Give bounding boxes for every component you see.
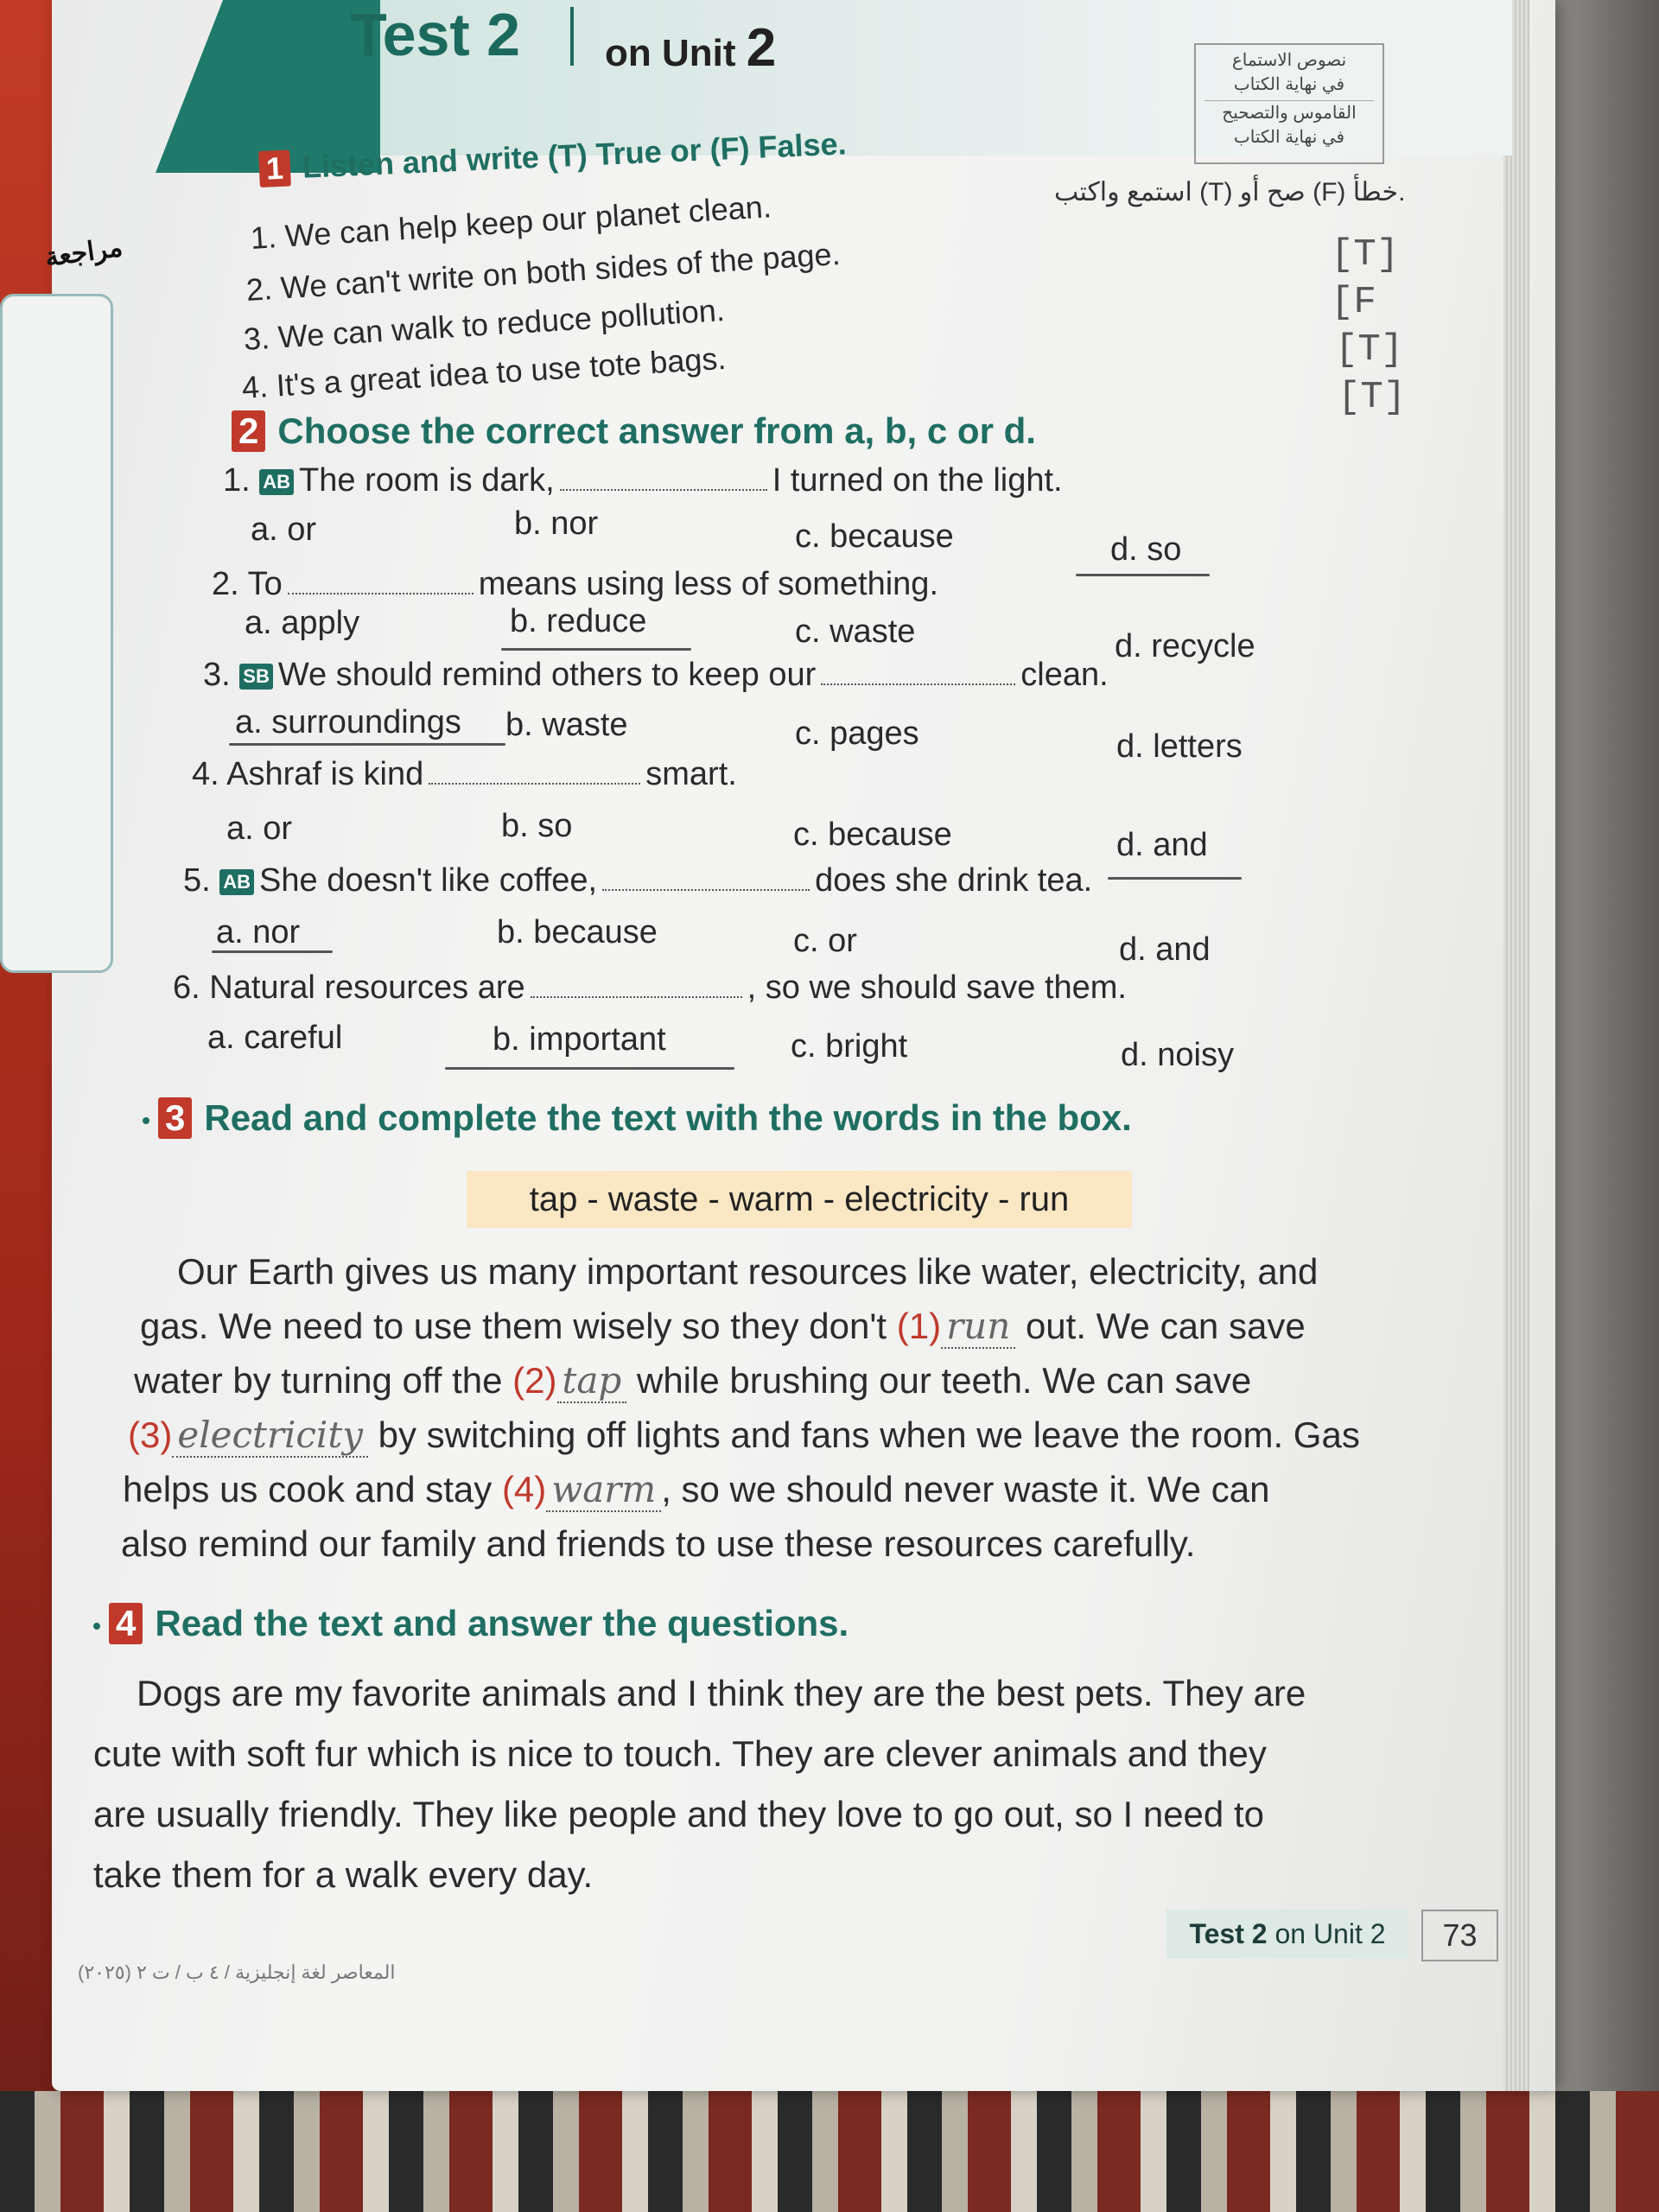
mcq-1-option-c[interactable]: c. because <box>795 518 954 555</box>
mcq-4-option-a[interactable]: a. or <box>226 810 293 847</box>
mcq-5-option-c[interactable]: c. or <box>793 923 857 959</box>
mcq-6-option-a[interactable]: a. careful <box>207 1020 343 1056</box>
tf-item-3: 3. We can walk to reduce pollution. <box>242 291 726 357</box>
section-4-passage <box>93 1663 1306 1905</box>
reading-line-1: Dogs are my favorite animals and I think they are the best pets. They are <box>137 1673 1306 1713</box>
mcq-3-option-c[interactable]: c. pages <box>795 715 919 752</box>
mcq-6-stem: 6. Natural resources are , so we should save them. <box>173 969 1127 1006</box>
mcq-2-option-d[interactable]: d. recycle <box>1115 628 1255 664</box>
page-number: 73 <box>1421 1910 1498 1961</box>
answer-underline-3 <box>229 743 505 746</box>
mcq-4-option-d[interactable]: d. and <box>1116 827 1208 863</box>
mcq-2-option-b[interactable]: b. reduce <box>510 603 647 639</box>
passage-line-3: water by turning off the (2) tap while brushing our teeth. We can save <box>134 1359 1252 1402</box>
footer-publisher-note: المعاصر لغة إنجليزية / ٤ ب / ت ٢ (٢٠٢٥) <box>78 1961 396 1983</box>
section-3-passage <box>121 1244 1360 1571</box>
tf-answer-4: [T] <box>1338 376 1407 419</box>
reading-line-3: are usually friendly. They like people and they love to go out, so I need to <box>93 1794 1264 1834</box>
arabic-reference-box: نصوص الاستماع في نهاية الكتاب القاموس والتصحيح في نهاية الكتاب <box>1194 43 1384 164</box>
mcq-3-option-a[interactable]: a. surroundings <box>235 704 461 741</box>
reading-line-4: take them for a walk every day. <box>93 1854 594 1895</box>
mcq-3-stem: 3. SB We should remind others to keep our clean. <box>203 657 1109 693</box>
passage-line-5: helps us cook and stay (4) warm , so we should never waste it. We can <box>123 1468 1270 1510</box>
mcq-6-option-c[interactable]: c. bright <box>791 1028 908 1065</box>
answer-underline-1 <box>1076 574 1210 576</box>
passage-line-1: Our Earth gives us many important resources like water, electricity, and <box>177 1251 1319 1292</box>
passage-line-6: also remind our family and friends to use these resources carefully. <box>121 1523 1196 1564</box>
tf-answer-1: [T] <box>1331 233 1400 276</box>
mcq-6-option-d[interactable]: d. noisy <box>1121 1037 1234 1073</box>
passage-line-2: gas. We need to use them wisely so they don't (1) run out. We can save <box>140 1305 1306 1347</box>
answer-underline-5 <box>212 950 333 953</box>
mcq-4-stem: 4. Ashraf is kind smart. <box>192 756 737 792</box>
mcq-1-stem: 1. AB The room is dark, I turned on the light. <box>223 462 1063 499</box>
passage-line-4: (3) electricity by switching off lights and fans when we leave the room. Gas <box>128 1414 1360 1456</box>
section-4-title: 4 Read the text and answer the questions. <box>93 1603 849 1644</box>
mcq-3-option-b[interactable]: b. waste <box>505 707 628 743</box>
mcq-1-option-b[interactable]: b. nor <box>514 505 599 542</box>
section-1-title: 1 Listen and write (T) True or (F) False. <box>258 125 847 188</box>
tf-item-1: 1. We can help keep our planet clean. <box>249 188 772 256</box>
mcq-2-option-c[interactable]: c. waste <box>795 613 916 650</box>
section-3-title: 3 Read and complete the text with the words in the box. <box>143 1097 1132 1139</box>
answer-underline-2 <box>501 648 691 651</box>
mcq-5-option-d[interactable]: d. and <box>1119 931 1211 968</box>
mcq-5-option-a[interactable]: a. nor <box>216 914 301 950</box>
mcq-4-option-c[interactable]: c. because <box>793 817 952 853</box>
mcq-6-option-b[interactable]: b. important <box>493 1021 666 1058</box>
side-review-label: مراجعة <box>43 232 124 273</box>
footer-test-label: Test 2 on Unit 2 <box>1166 1910 1408 1958</box>
tf-answer-3: [T] <box>1335 328 1404 372</box>
test-title: Test 2 <box>350 1 521 68</box>
answer-underline-4 <box>1108 877 1242 880</box>
mcq-3-option-d[interactable]: d. letters <box>1116 728 1243 765</box>
mcq-1-option-d[interactable]: d. so <box>1110 531 1182 568</box>
mcq-1-option-a[interactable]: a. or <box>251 512 317 548</box>
unit-title: on Unit 2 <box>605 18 777 78</box>
reading-line-2: cute with soft fur which is nice to touch. They are clever animals and they <box>93 1733 1267 1774</box>
mcq-5-stem: 5. AB She doesn't like coffee, does she drink tea. <box>183 862 1093 899</box>
mcq-2-stem: 2. To means using less of something. <box>212 566 938 602</box>
tf-item-4: 4. It's a great idea to use tote bags. <box>240 340 728 405</box>
section-1-arabic-instruction: استمع واكتب (T) صح أو (F) خطأ. <box>1054 178 1406 207</box>
answer-underline-6 <box>445 1067 734 1070</box>
section-2-title: 2 Choose the correct answer from a, b, c or d. <box>232 410 1036 452</box>
word-box: tap - waste - warm - electricity - run <box>467 1171 1132 1228</box>
tf-item-2: 2. We can't write on both sides of the page. <box>245 235 842 308</box>
tf-answer-2: [F <box>1331 281 1376 324</box>
mcq-4-option-b[interactable]: b. so <box>501 808 573 844</box>
mcq-2-option-a[interactable]: a. apply <box>245 605 360 641</box>
mcq-5-option-b[interactable]: b. because <box>497 914 658 950</box>
